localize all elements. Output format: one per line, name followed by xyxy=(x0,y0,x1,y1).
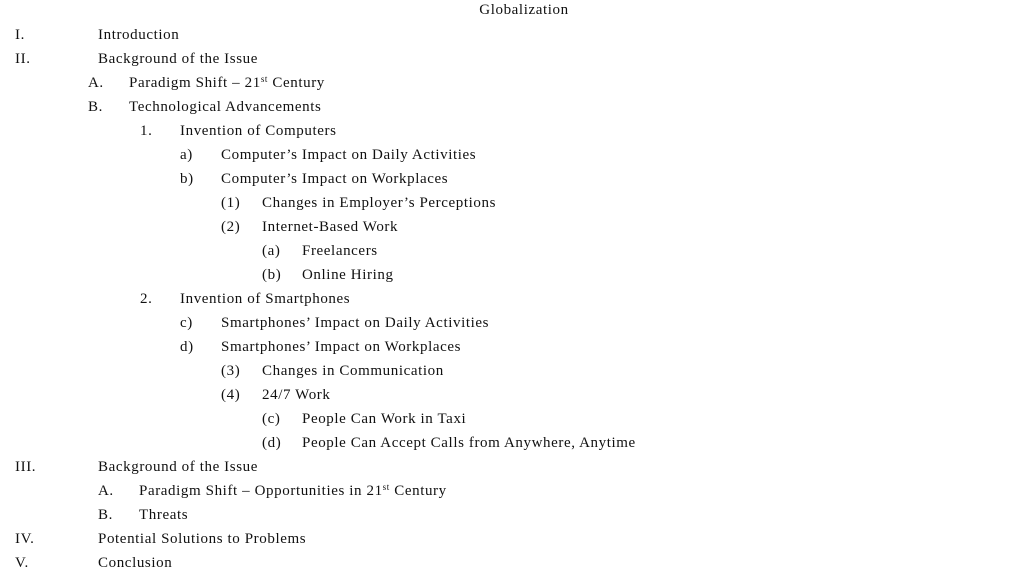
outline-text: Online Hiring xyxy=(302,267,394,283)
outline-text: People Can Accept Calls from Anywhere, Anytime xyxy=(302,435,636,451)
outline-marker: (2) xyxy=(221,219,241,235)
outline-text: Computer’s Impact on Workplaces xyxy=(221,171,449,187)
outline-marker: A. xyxy=(88,75,104,91)
outline-text: Background of the Issue xyxy=(98,51,259,67)
outline-text: Threats xyxy=(139,507,189,523)
outline-text: Changes in Employer’s Perceptions xyxy=(262,195,497,211)
outline-marker: (a) xyxy=(262,243,281,259)
outline-text: People Can Work in Taxi xyxy=(302,411,467,427)
outline-text: Background of the Issue xyxy=(98,459,259,475)
outline-marker: I. xyxy=(15,27,25,43)
outline-marker: IV. xyxy=(15,531,35,547)
outline-marker: (c) xyxy=(262,411,281,427)
outline-text: Conclusion xyxy=(98,555,173,571)
outline-text: Introduction xyxy=(98,27,180,43)
outline-marker: d) xyxy=(180,339,194,355)
outline-marker: A. xyxy=(98,483,114,499)
outline-text: Paradigm Shift – 21st Century xyxy=(129,74,325,91)
outline-marker: B. xyxy=(98,507,113,523)
outline-text: Technological Advancements xyxy=(129,99,322,115)
outline-marker: (d) xyxy=(262,435,282,451)
outline-marker: a) xyxy=(180,147,193,163)
outline-text: Smartphones’ Impact on Workplaces xyxy=(221,339,462,355)
superscript: st xyxy=(260,74,269,84)
outline-text: Internet-Based Work xyxy=(262,219,399,235)
outline-marker: b) xyxy=(180,171,194,187)
outline-marker: (4) xyxy=(221,387,241,403)
outline-marker: II. xyxy=(15,51,31,67)
superscript: st xyxy=(382,482,390,492)
outline-text: Freelancers xyxy=(302,243,378,259)
outline-text: Invention of Smartphones xyxy=(180,291,351,307)
outline-marker: c) xyxy=(180,315,193,331)
outline-marker: 2. xyxy=(140,291,153,307)
outline-marker: (1) xyxy=(221,195,241,211)
outline-text: Potential Solutions to Problems xyxy=(98,531,307,547)
outline-text: Paradigm Shift – Opportunities in 21st Century xyxy=(139,482,447,499)
document-title: Globalization xyxy=(479,2,569,18)
outline-text: Smartphones’ Impact on Daily Activities xyxy=(221,315,490,331)
outline-text: Invention of Computers xyxy=(180,123,337,139)
outline-marker: 1. xyxy=(140,123,153,139)
outline-marker: V. xyxy=(15,555,29,571)
outline-marker: (3) xyxy=(221,363,241,379)
outline-marker: III. xyxy=(15,459,37,475)
outline-text: Changes in Communication xyxy=(262,363,444,379)
outline-marker: B. xyxy=(88,99,103,115)
outline-text: Computer’s Impact on Daily Activities xyxy=(221,147,477,163)
outline-text: 24/7 Work xyxy=(262,387,331,403)
outline-marker: (b) xyxy=(262,267,282,283)
